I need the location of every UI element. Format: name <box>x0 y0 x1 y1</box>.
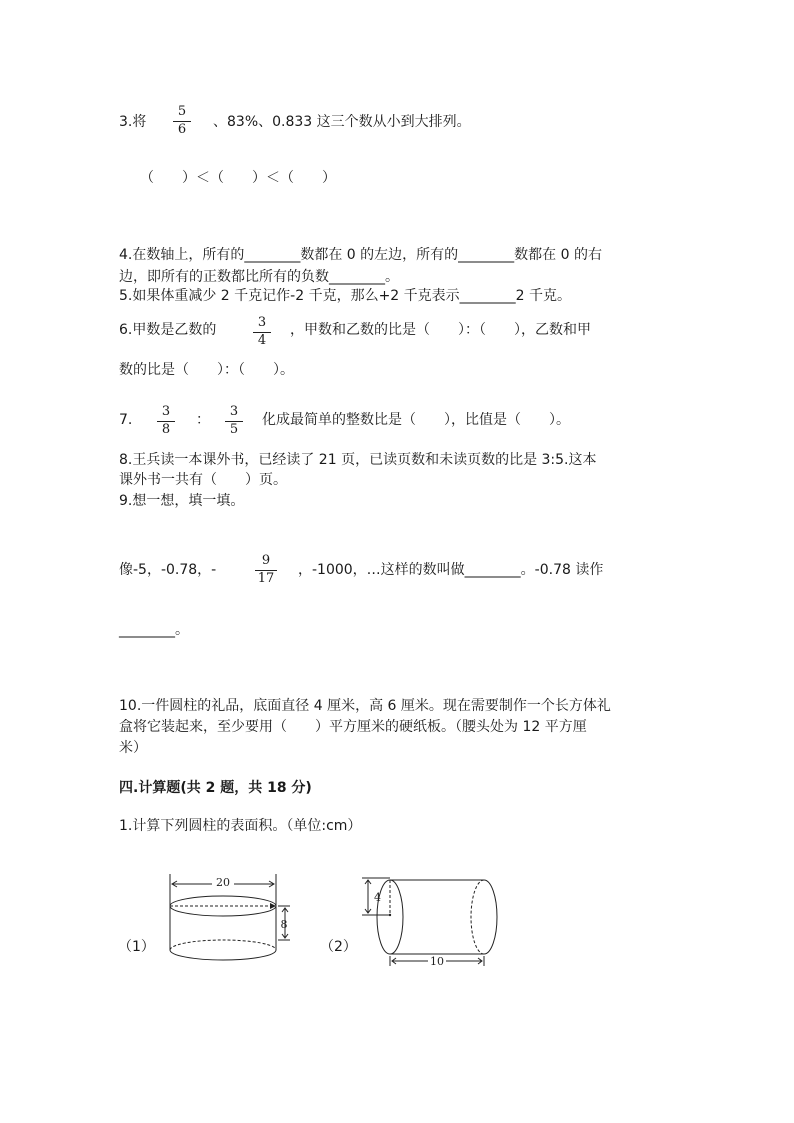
q9-suffix: ，-1000，…这样的数叫做________。-0.78 读作 <box>298 562 604 578</box>
q7-suffix: 化成最简单的整数比是（ ），比值是（ ）。 <box>262 412 570 428</box>
section-heading: 四.计算题(共 2 题，共 18 分) <box>119 780 312 796</box>
q4-line2: 边，即所有的正数都比所有的负数________。 <box>119 269 399 285</box>
q7-fraction-2 <box>222 405 246 437</box>
q9-line2: ________。 <box>119 622 189 638</box>
q3-answer-line: （ ）＜（ ）＜（ ） <box>140 170 336 186</box>
cylinder-bottom-back <box>170 940 276 950</box>
q8-line1: 8.王兵读一本课外书，已经读了 21 页，已读页数和未读页数的比是 3:5.这本 <box>119 452 597 468</box>
q4-line1: 4.在数轴上，所有的________数都在 0 的左边，所有的________数都在 0 的右 <box>119 247 602 263</box>
q3-frac-num: 5 <box>177 104 187 119</box>
cylinder-bottom-front <box>170 950 276 960</box>
q6-fraction <box>250 316 274 348</box>
q9-fraction <box>252 554 280 586</box>
q9-title: 9.想一想，填一填。 <box>119 493 245 509</box>
q6-frac-num: 3 <box>257 315 267 330</box>
q6-prefix: 6.甲数是乙数的 <box>119 322 217 338</box>
diameter-label: 20 <box>216 876 230 889</box>
q7-frac2-den: 5 <box>229 422 239 437</box>
figure-2-label: （2） <box>320 939 357 955</box>
q6-suffix: ，甲数和乙数的比是（ ）：（ ），乙数和甲 <box>290 322 591 338</box>
q7-prefix: 7. <box>119 412 133 428</box>
q7-fraction-1 <box>154 405 178 437</box>
height-label: 8 <box>280 918 288 931</box>
q7-frac1-den: 8 <box>161 422 171 437</box>
q9-prefix: 像-5，-0.78，- <box>119 562 217 578</box>
q3-prefix: 3.将 <box>119 114 147 130</box>
q6-frac-den: 4 <box>257 333 267 348</box>
cylinder-figure-2 <box>360 868 510 972</box>
q5-line1: 5.如果体重减少 2 千克记作-2 千克，那么+2 千克表示________2 千克。 <box>119 288 572 304</box>
q8-line2: 课外书一共有（ ）页。 <box>119 472 287 488</box>
cylinder-figure-1 <box>160 870 300 970</box>
cylinder-right-front <box>484 880 497 954</box>
cylinder-right-back <box>471 880 484 954</box>
q3-suffix: 、83%、0.833 这三个数从小到大排列。 <box>213 114 471 130</box>
q7-frac2-num: 3 <box>229 404 239 419</box>
q10-line2: 盒将它装起来，至少要用（ ）平方厘米的硬纸板。（腰头处为 12 平方厘 <box>119 719 587 735</box>
q7-frac1-num: 3 <box>161 404 171 419</box>
length-label: 10 <box>430 955 444 968</box>
q9-frac-den: 17 <box>257 571 275 586</box>
q6-line2: 数的比是（ ）：（ ）。 <box>119 362 294 378</box>
q3-fraction <box>170 105 194 137</box>
q10-line3: 米） <box>119 740 147 756</box>
q9-frac-num: 9 <box>261 553 271 568</box>
q3-frac-den: 6 <box>177 122 187 137</box>
section4-q1: 1.计算下列圆柱的表面积。（单位:cm） <box>119 818 362 834</box>
diameter-label: 4 <box>374 891 381 904</box>
q10-line1: 10.一件圆柱的礼品，底面直径 4 厘米，高 6 厘米。现在需要制作一个长方体礼 <box>119 698 611 714</box>
q7-colon: ： <box>196 412 210 428</box>
figure-1-label: （1） <box>118 939 155 955</box>
